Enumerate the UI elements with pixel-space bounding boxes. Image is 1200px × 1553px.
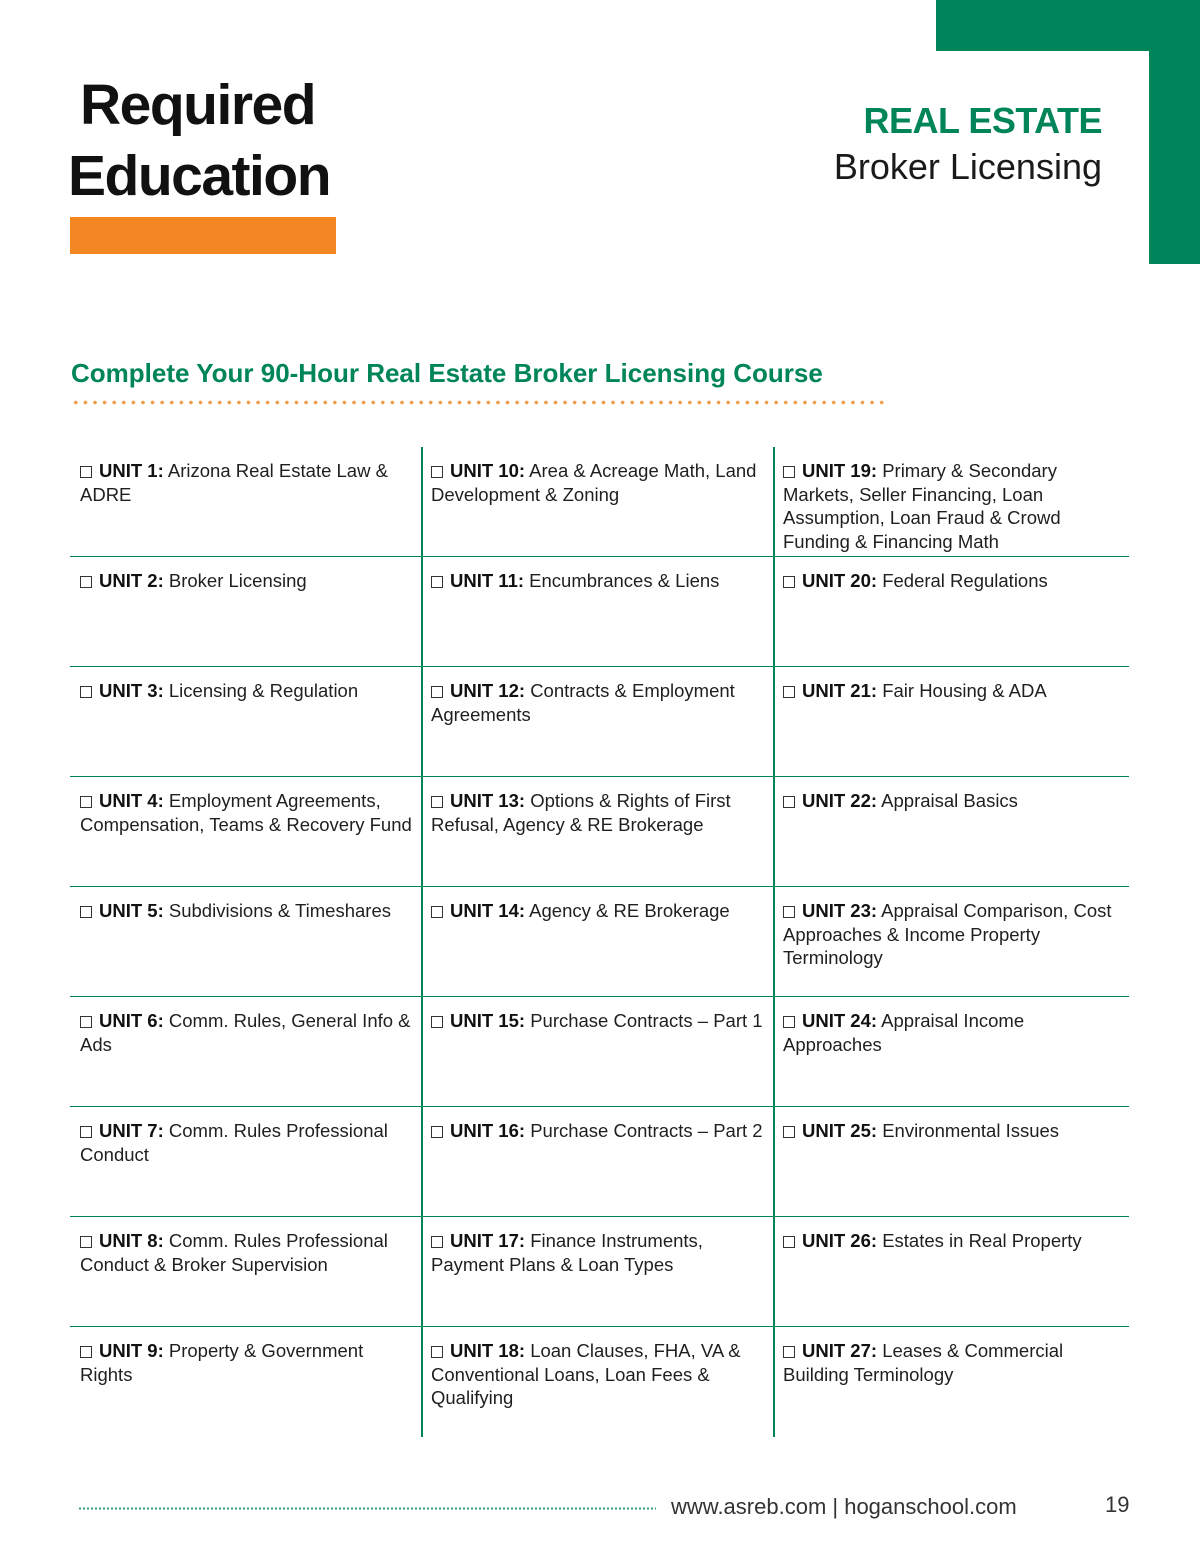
unit-cell: [775, 1327, 1129, 1437]
unit-label: UNIT 12:: [450, 680, 526, 701]
unit-label: UNIT 6:: [99, 1010, 164, 1031]
unit-title: Appraisal Comparison, Cost Approaches & Income Property Terminology: [783, 900, 1112, 968]
unit-label: UNIT 3:: [99, 680, 164, 701]
unit-title: Options & Rights of First Refusal, Agency & RE Brokerage: [431, 790, 731, 835]
checkbox-icon[interactable]: [783, 686, 795, 698]
unit-title: Property & Government Rights: [80, 1340, 364, 1385]
checkbox-icon[interactable]: [783, 576, 795, 588]
page-title-line1: Required: [80, 73, 316, 137]
unit-cell: [423, 777, 775, 887]
unit-cell: [775, 447, 1129, 557]
checkbox-icon[interactable]: [80, 576, 92, 588]
checkbox-icon[interactable]: [783, 1346, 795, 1358]
unit-cell: [70, 1107, 423, 1217]
unit-cell: [423, 1217, 775, 1327]
checkbox-icon[interactable]: [80, 906, 92, 918]
unit-title: Appraisal Income Approaches: [783, 1010, 1025, 1055]
green-corner-band-side: [1149, 0, 1200, 264]
unit-title: Comm. Rules, General Info & Ads: [80, 1010, 411, 1055]
unit-label: UNIT 23:: [802, 900, 878, 921]
checkbox-icon[interactable]: [80, 1126, 92, 1138]
unit-title: Purchase Contracts – Part 1: [530, 1010, 763, 1031]
unit-cell: [70, 667, 423, 777]
unit-cell: [775, 1217, 1129, 1327]
checkbox-icon[interactable]: [80, 1346, 92, 1358]
unit-cell: [775, 777, 1129, 887]
unit-label: UNIT 19:: [802, 460, 878, 481]
unit-cell: [775, 557, 1129, 667]
checkbox-icon[interactable]: [783, 906, 795, 918]
unit-label: UNIT 27:: [802, 1340, 878, 1361]
unit-cell: [423, 887, 775, 997]
unit-title: Subdivisions & Timeshares: [168, 900, 391, 921]
checkbox-icon[interactable]: [783, 1016, 795, 1028]
unit-label: UNIT 7:: [99, 1120, 164, 1141]
page-title: [68, 70, 368, 212]
unit-cell: [775, 1107, 1129, 1217]
unit-label: UNIT 4:: [99, 790, 164, 811]
unit-cell: [423, 667, 775, 777]
checkbox-icon[interactable]: [783, 1236, 795, 1248]
unit-title: Primary & Secondary Markets, Seller Financing, Loan Assumption, Loan Fraud & Crowd Funding & Financing Math: [783, 460, 1061, 552]
unit-title: Leases & Commercial Building Terminology: [783, 1340, 1064, 1385]
unit-label: UNIT 10:: [450, 460, 526, 481]
unit-label: UNIT 2:: [99, 570, 164, 591]
unit-cell: [70, 1327, 423, 1437]
unit-label: UNIT 14:: [450, 900, 526, 921]
unit-title: Fair Housing & ADA: [882, 680, 1047, 701]
unit-label: UNIT 13:: [450, 790, 526, 811]
unit-title: Contracts & Employment Agreements: [431, 680, 735, 725]
unit-cell: [775, 667, 1129, 777]
heading-dotted-divider: [71, 400, 887, 405]
title-accent-bar: [70, 217, 336, 254]
unit-title: Encumbrances & Liens: [529, 570, 720, 591]
checkbox-icon[interactable]: [431, 906, 443, 918]
unit-label: UNIT 26:: [802, 1230, 878, 1251]
unit-label: UNIT 22:: [802, 790, 878, 811]
checkbox-icon[interactable]: [431, 1126, 443, 1138]
unit-title: Employment Agreements, Compensation, Teams & Recovery Fund: [80, 790, 412, 835]
unit-cell: [70, 447, 423, 557]
unit-cell: [70, 1217, 423, 1327]
checkbox-icon[interactable]: [431, 1016, 443, 1028]
unit-label: UNIT 15:: [450, 1010, 526, 1031]
unit-cell: [423, 557, 775, 667]
checkbox-icon[interactable]: [431, 466, 443, 478]
unit-title: Appraisal Basics: [881, 790, 1018, 811]
unit-label: UNIT 5:: [99, 900, 164, 921]
unit-cell: [423, 997, 775, 1107]
unit-label: UNIT 25:: [802, 1120, 878, 1141]
unit-title: Comm. Rules Professional Conduct: [80, 1120, 388, 1165]
checkbox-icon[interactable]: [80, 1236, 92, 1248]
unit-cell: [423, 447, 775, 557]
page-number: 19: [1105, 1492, 1130, 1517]
unit-label: UNIT 21:: [802, 680, 878, 701]
units-checklist-grid: [70, 447, 1129, 1437]
unit-label: UNIT 16:: [450, 1120, 526, 1141]
checkbox-icon[interactable]: [431, 1236, 443, 1248]
unit-label: UNIT 20:: [802, 570, 878, 591]
checkbox-icon[interactable]: [783, 1126, 795, 1138]
unit-cell: [70, 557, 423, 667]
brand-block: [834, 100, 1102, 192]
footer-dotted-divider: [78, 1507, 656, 1510]
unit-title: Area & Acreage Math, Land Development & Zoning: [431, 460, 757, 505]
footer-website-links: www.asreb.com | hoganschool.com: [671, 1494, 1017, 1519]
unit-label: UNIT 17:: [450, 1230, 526, 1251]
unit-title: Finance Instruments, Payment Plans & Loan Types: [431, 1230, 703, 1275]
unit-cell: [70, 887, 423, 997]
checkbox-icon[interactable]: [783, 466, 795, 478]
unit-title: Loan Clauses, FHA, VA & Conventional Loans, Loan Fees & Qualifying: [431, 1340, 741, 1408]
page-title-line2: Education: [68, 144, 331, 208]
brand-heading: REAL ESTATE: [863, 100, 1102, 141]
unit-title: Estates in Real Property: [882, 1230, 1082, 1251]
unit-title: Licensing & Regulation: [168, 680, 359, 701]
checkbox-icon[interactable]: [431, 576, 443, 588]
unit-title: Broker Licensing: [168, 570, 307, 591]
checkbox-icon[interactable]: [431, 1346, 443, 1358]
brand-subheading: Broker Licensing: [833, 146, 1102, 187]
unit-label: UNIT 8:: [99, 1230, 164, 1251]
unit-cell: [423, 1107, 775, 1217]
checkbox-icon[interactable]: [80, 686, 92, 698]
unit-title: Federal Regulations: [882, 570, 1048, 591]
checkbox-icon[interactable]: [783, 796, 795, 808]
unit-label: UNIT 9:: [99, 1340, 164, 1361]
unit-title: Purchase Contracts – Part 2: [530, 1120, 763, 1141]
checkbox-icon[interactable]: [431, 796, 443, 808]
unit-cell: [423, 1327, 775, 1437]
checkbox-icon[interactable]: [80, 466, 92, 478]
unit-label: UNIT 18:: [450, 1340, 526, 1361]
checkbox-icon[interactable]: [80, 796, 92, 808]
unit-title: Comm. Rules Professional Conduct & Broker Supervision: [80, 1230, 388, 1275]
checkbox-icon[interactable]: [431, 686, 443, 698]
unit-cell: [775, 997, 1129, 1107]
unit-title: Agency & RE Brokerage: [529, 900, 730, 921]
unit-label: UNIT 1:: [99, 460, 164, 481]
unit-cell: [70, 997, 423, 1107]
unit-cell: [70, 777, 423, 887]
checkbox-icon[interactable]: [80, 1016, 92, 1028]
unit-label: UNIT 24:: [802, 1010, 878, 1031]
unit-cell: [775, 887, 1129, 997]
course-heading: Complete Your 90-Hour Real Estate Broker Licensing Course: [71, 358, 823, 388]
unit-title: Environmental Issues: [882, 1120, 1060, 1141]
unit-title: Arizona Real Estate Law & ADRE: [80, 460, 388, 505]
unit-label: UNIT 11:: [450, 570, 525, 591]
